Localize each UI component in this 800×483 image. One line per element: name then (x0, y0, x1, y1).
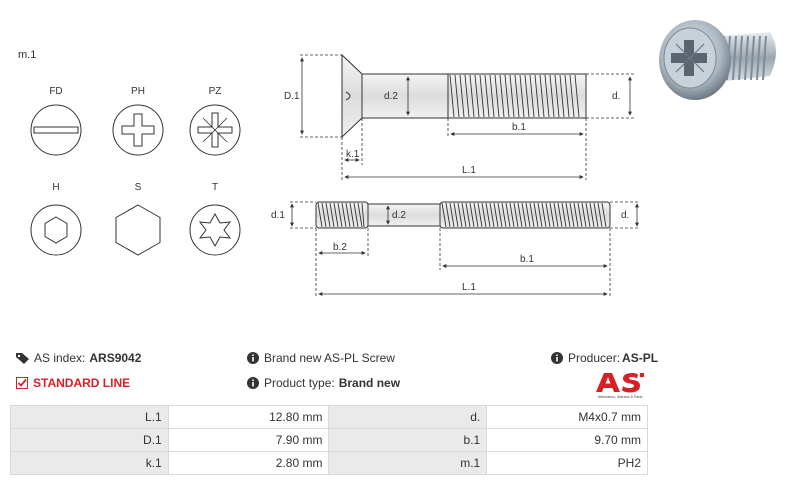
as-index (16, 351, 141, 365)
info-icon (551, 352, 563, 364)
product-type-value: Brand new (338, 376, 401, 390)
drive-label-fd: FD (49, 86, 63, 97)
drive-label-ph: PH (131, 86, 145, 97)
spec-value: M4x0.7 mm (487, 406, 648, 429)
dim-label-d-top: d. (612, 91, 621, 102)
phillips-drive-icon (113, 105, 163, 155)
description-text: Brand new AS-PL Screw (264, 351, 395, 365)
logo-tagline: Alternators, Starters & Parts (597, 395, 643, 399)
spec-key: D.1 (11, 429, 169, 452)
checkbox-checked-icon (16, 377, 28, 389)
spec-value: 12.80 mm (168, 406, 329, 429)
dim-label-L1-bottom: L.1 (462, 282, 476, 293)
torx-drive-icon (190, 205, 240, 255)
producer (551, 351, 658, 365)
info-icon (247, 352, 259, 364)
tag-icon (16, 352, 29, 364)
as-index-label: AS index: (34, 351, 86, 365)
product-photo (659, 20, 776, 100)
spec-key: k.1 (11, 452, 169, 475)
spec-key: b.1 (329, 429, 487, 452)
spec-key: m.1 (329, 452, 487, 475)
spec-value: 7.90 mm (168, 429, 329, 452)
spec-value: 2.80 mm (168, 452, 329, 475)
hex-head-drive-icon (116, 205, 160, 255)
countersunk-screw-drawing (342, 55, 586, 137)
dim-label-L1-top: L.1 (462, 165, 476, 176)
drive-type-icons (31, 105, 240, 255)
drive-label-t: T (211, 182, 219, 193)
spec-row (11, 452, 648, 475)
material-label: m.1 (18, 49, 37, 61)
dim-label-d2-top: d.2 (384, 91, 398, 102)
product-type (247, 376, 400, 390)
dim-label-d2-lower: d.2 (392, 210, 406, 221)
as-pl-logo (590, 371, 650, 399)
spec-key: d. (329, 406, 487, 429)
dim-label-d-bottom: d. (621, 210, 630, 221)
dim-label-k1: k.1 (346, 149, 360, 160)
product-type-label: Product type: (264, 376, 335, 390)
spec-row (11, 406, 648, 429)
drive-label-s: S (134, 182, 142, 193)
pozidriv-drive-icon (190, 105, 240, 155)
spec-value: 9.70 mm (487, 429, 648, 452)
as-index-value: ARS9042 (89, 351, 142, 365)
stud-drawing (316, 202, 610, 228)
dim-label-d1: d.1 (271, 210, 285, 221)
spec-row (11, 429, 648, 452)
flat-drive-icon (31, 105, 81, 155)
spec-key: L.1 (11, 406, 169, 429)
spec-table (10, 405, 648, 475)
dim-label-b1-bottom: b.1 (520, 254, 534, 265)
producer-label: Producer: (568, 351, 621, 365)
dim-label-b1-top: b.1 (512, 122, 526, 133)
producer-value: AS-PL (622, 351, 659, 365)
standard-line (16, 376, 130, 390)
hex-socket-drive-icon (31, 205, 81, 255)
spec-value: PH2 (487, 452, 648, 475)
info-icon (247, 377, 259, 389)
drive-label-pz: PZ (208, 86, 222, 97)
dim-label-b2: b.2 (333, 242, 347, 253)
description (247, 351, 395, 365)
standard-line-label: STANDARD LINE (33, 376, 131, 390)
dim-label-D1: D.1 (284, 91, 300, 102)
drive-label-h: H (52, 182, 60, 193)
